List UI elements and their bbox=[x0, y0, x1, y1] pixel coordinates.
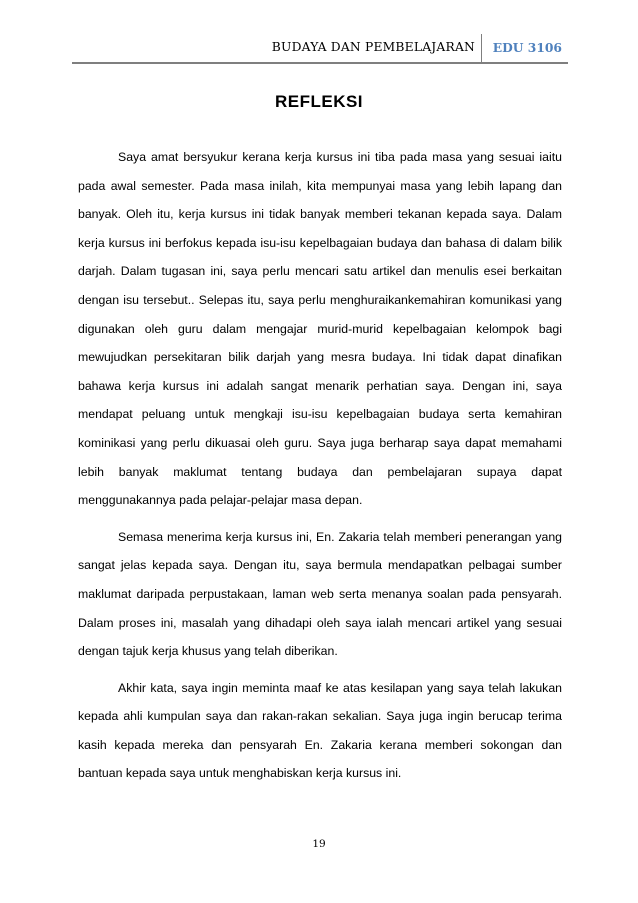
page-number: 19 bbox=[312, 838, 326, 850]
body-text bbox=[78, 143, 562, 788]
paragraph-1: Saya amat bersyukur kerana kerja kursus ini tiba pada masa yang sesuai iaitu pada awal semester. Pada masa inilah, kita mempunyai masa yang lebih lapang dan banyak. Oleh itu, kerja kursus ini tidak banyak memberi tekanan kepada saya. Dalam kerja kursus ini berfokus kepada isu-isu kepelbagaian budaya dan bahasa di dalam bilik darjah. Dalam tugasan ini, saya perlu mencari satu artikel dan menulis esei berkaitan dengan isu tersebut.. Selepas itu, saya perlu menghuraikankemahiran komunikasi yang digunakan oleh guru dalam mengajar murid-murid kepelbagaian kelompok bagi mewujudkan persekitaran bilik darjah yang mesra budaya. Ini tidak dapat dinafikan bahawa kerja kursus ini adalah sangat menarik perhatian saya. Dengan ini, saya mendapat peluang untuk mengkaji isu-isu kepelbagaian budaya serta kemahiran kominikasi yang perlu dikuasai oleh guru. Saya juga berharap saya dapat memahami lebih banyak maklumat tentang budaya dan pembelajaran supaya dapat menggunakannya pada pelajar-pelajar masa depan. bbox=[78, 150, 562, 508]
header-course-code: EDU 3106 bbox=[492, 40, 562, 55]
paragraph-3: Akhir kata, saya ingin meminta maaf ke atas kesilapan yang saya telah lakukan kepada ahli kumpulan saya dan rakan-rakan sekalian. Saya juga ingin berucap terima kasih kepada mereka dan pensyarah En. Zakaria kerana memberi sokongan dan bantuan kepada saya untuk menghabiskan kerja kursus ini. bbox=[78, 680, 562, 781]
header-course-title: BUDAYA DAN PEMBELAJARAN bbox=[271, 40, 475, 54]
page-header bbox=[72, 30, 568, 64]
paragraph-2: Semasa menerima kerja kursus ini, En. Zakaria telah memberi penerangan yang sangat jelas kepada saya. Dengan itu, saya bermula mendapatkan pelbagai sumber maklumat daripada perpustakaan, laman web serta menanya soalan pada pensyarah. Dalam proses ini, masalah yang dihadapi oleh saya ialah mencari artikel yang sesuai dengan tajuk kerja khusus yang telah diberikan. bbox=[78, 529, 562, 659]
header-divider bbox=[481, 34, 482, 62]
page-title: REFLEKSI bbox=[274, 92, 364, 111]
